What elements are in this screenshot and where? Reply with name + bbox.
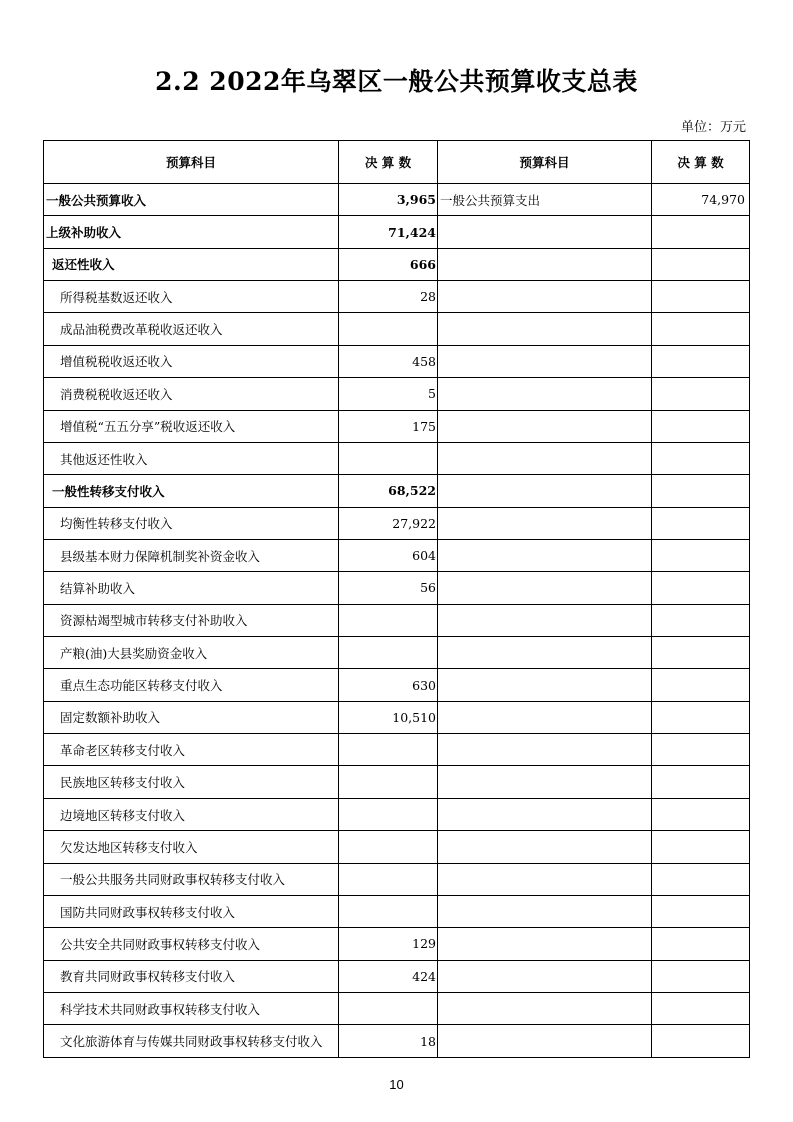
expenditure-item-name — [438, 248, 652, 280]
table-row — [44, 637, 750, 669]
expenditure-item-name — [438, 313, 652, 345]
expenditure-item-name — [438, 863, 652, 895]
revenue-item-name: 返还性收入 — [44, 248, 339, 280]
table-row — [44, 248, 750, 280]
expenditure-item-amount — [652, 669, 750, 701]
revenue-item-amount: 175 — [339, 410, 438, 442]
table-row — [44, 313, 750, 345]
revenue-item-name: 结算补助收入 — [44, 572, 339, 604]
revenue-item-amount: 458 — [339, 345, 438, 377]
revenue-item-amount: 666 — [339, 248, 438, 280]
expenditure-item-amount — [652, 378, 750, 410]
expenditure-item-name — [438, 960, 652, 992]
expenditure-item-name — [438, 442, 652, 474]
expenditure-item-amount — [652, 863, 750, 895]
table-row — [44, 701, 750, 733]
revenue-item-amount: 18 — [339, 1025, 438, 1057]
table-row — [44, 539, 750, 571]
table-row — [44, 475, 750, 507]
expenditure-item-name — [438, 831, 652, 863]
revenue-item-name: 产粮(油)大县奖励资金收入 — [44, 637, 339, 669]
expenditure-item-amount — [652, 572, 750, 604]
revenue-item-name: 一般性转移支付收入 — [44, 475, 339, 507]
revenue-item-amount — [339, 863, 438, 895]
header-item-left: 预算科目 — [44, 141, 339, 184]
expenditure-item-name — [438, 345, 652, 377]
expenditure-item-amount — [652, 928, 750, 960]
revenue-item-amount: 71,424 — [339, 216, 438, 248]
table-row — [44, 1025, 750, 1057]
table-row — [44, 895, 750, 927]
table-row — [44, 281, 750, 313]
expenditure-item-amount — [652, 798, 750, 830]
revenue-item-name: 边境地区转移支付收入 — [44, 798, 339, 830]
revenue-item-amount: 27,922 — [339, 507, 438, 539]
page-title: 2.2 2022年乌翠区一般公共预算收支总表 — [155, 67, 638, 96]
table-row — [44, 410, 750, 442]
table-row — [44, 507, 750, 539]
revenue-item-name: 成品油税费改革税收返还收入 — [44, 313, 339, 345]
revenue-item-name: 其他返还性收入 — [44, 442, 339, 474]
expenditure-item-name — [438, 604, 652, 636]
expenditure-item-name — [438, 798, 652, 830]
revenue-item-amount — [339, 604, 438, 636]
revenue-item-amount: 129 — [339, 928, 438, 960]
revenue-item-amount: 56 — [339, 572, 438, 604]
revenue-item-name: 一般公共预算收入 — [44, 184, 339, 216]
revenue-item-name: 县级基本财力保障机制奖补资金收入 — [44, 539, 339, 571]
expenditure-item-name — [438, 281, 652, 313]
revenue-item-amount — [339, 831, 438, 863]
revenue-item-name: 重点生态功能区转移支付收入 — [44, 669, 339, 701]
expenditure-item-amount — [652, 507, 750, 539]
revenue-item-name: 增值税“五五分享”税收返还收入 — [44, 410, 339, 442]
expenditure-item-name — [438, 895, 652, 927]
expenditure-item-amount — [652, 345, 750, 377]
table-row — [44, 442, 750, 474]
revenue-item-amount: 28 — [339, 281, 438, 313]
table-row — [44, 766, 750, 798]
revenue-item-name: 教育共同财政事权转移支付收入 — [44, 960, 339, 992]
table-row — [44, 992, 750, 1024]
expenditure-item-amount — [652, 539, 750, 571]
expenditure-item-name — [438, 539, 652, 571]
revenue-item-name: 文化旅游体育与传媒共同财政事权转移支付收入 — [44, 1025, 339, 1057]
revenue-item-name: 固定数额补助收入 — [44, 701, 339, 733]
table-row — [44, 216, 750, 248]
revenue-item-name: 均衡性转移支付收入 — [44, 507, 339, 539]
expenditure-item-amount — [652, 734, 750, 766]
page-number: 10 — [389, 1077, 404, 1092]
expenditure-item-name — [438, 507, 652, 539]
unit-label: 单位：万元 — [680, 120, 746, 135]
expenditure-item-amount — [652, 475, 750, 507]
header-item-right: 预算科目 — [438, 141, 652, 184]
expenditure-item-name — [438, 216, 652, 248]
expenditure-item-name — [438, 1025, 652, 1057]
revenue-item-amount — [339, 895, 438, 927]
table-row — [44, 798, 750, 830]
table-row — [44, 184, 750, 216]
revenue-item-name: 资源枯竭型城市转移支付补助收入 — [44, 604, 339, 636]
expenditure-item-name — [438, 637, 652, 669]
revenue-item-name: 革命老区转移支付收入 — [44, 734, 339, 766]
revenue-item-amount: 630 — [339, 669, 438, 701]
table-row — [44, 669, 750, 701]
revenue-item-name: 公共安全共同财政事权转移支付收入 — [44, 928, 339, 960]
expenditure-item-amount — [652, 604, 750, 636]
budget-table — [43, 140, 750, 1058]
revenue-item-amount: 10,510 — [339, 701, 438, 733]
revenue-item-amount — [339, 313, 438, 345]
table-row — [44, 863, 750, 895]
expenditure-item-name — [438, 378, 652, 410]
table-row — [44, 345, 750, 377]
header-amount-left: 决 算 数 — [339, 141, 438, 184]
revenue-item-name: 国防共同财政事权转移支付收入 — [44, 895, 339, 927]
expenditure-item-amount — [652, 442, 750, 474]
expenditure-item-amount: 74,970 — [652, 184, 750, 216]
revenue-item-amount: 3,965 — [339, 184, 438, 216]
expenditure-item-amount — [652, 1025, 750, 1057]
expenditure-item-amount — [652, 313, 750, 345]
table-row — [44, 378, 750, 410]
expenditure-item-amount — [652, 281, 750, 313]
revenue-item-name: 科学技术共同财政事权转移支付收入 — [44, 992, 339, 1024]
expenditure-item-name — [438, 928, 652, 960]
revenue-item-name: 上级补助收入 — [44, 216, 339, 248]
expenditure-item-name — [438, 734, 652, 766]
expenditure-item-amount — [652, 895, 750, 927]
expenditure-item-name — [438, 572, 652, 604]
expenditure-item-amount — [652, 701, 750, 733]
revenue-item-amount — [339, 637, 438, 669]
revenue-item-name: 消费税税收返还收入 — [44, 378, 339, 410]
expenditure-item-amount — [652, 960, 750, 992]
expenditure-item-name — [438, 475, 652, 507]
expenditure-item-amount — [652, 216, 750, 248]
expenditure-item-name — [438, 992, 652, 1024]
expenditure-item-amount — [652, 637, 750, 669]
table-row — [44, 928, 750, 960]
expenditure-item-amount — [652, 410, 750, 442]
table-row — [44, 734, 750, 766]
expenditure-item-name: 一般公共预算支出 — [438, 184, 652, 216]
table-row — [44, 604, 750, 636]
expenditure-item-amount — [652, 248, 750, 280]
revenue-item-amount — [339, 766, 438, 798]
table-header-row — [44, 141, 750, 184]
revenue-item-amount — [339, 992, 438, 1024]
revenue-item-amount — [339, 798, 438, 830]
revenue-item-amount: 424 — [339, 960, 438, 992]
expenditure-item-name — [438, 701, 652, 733]
revenue-item-amount: 604 — [339, 539, 438, 571]
expenditure-item-amount — [652, 766, 750, 798]
revenue-item-amount — [339, 442, 438, 474]
revenue-item-name: 增值税税收返还收入 — [44, 345, 339, 377]
table-row — [44, 960, 750, 992]
table-row — [44, 831, 750, 863]
revenue-item-name: 所得税基数返还收入 — [44, 281, 339, 313]
table-row — [44, 572, 750, 604]
revenue-item-name: 民族地区转移支付收入 — [44, 766, 339, 798]
expenditure-item-name — [438, 410, 652, 442]
revenue-item-amount — [339, 734, 438, 766]
revenue-item-name: 欠发达地区转移支付收入 — [44, 831, 339, 863]
revenue-item-amount: 68,522 — [339, 475, 438, 507]
expenditure-item-name — [438, 766, 652, 798]
revenue-item-name: 一般公共服务共同财政事权转移支付收入 — [44, 863, 339, 895]
expenditure-item-amount — [652, 831, 750, 863]
expenditure-item-name — [438, 669, 652, 701]
revenue-item-amount: 5 — [339, 378, 438, 410]
header-amount-right: 决 算 数 — [652, 141, 750, 184]
expenditure-item-amount — [652, 992, 750, 1024]
